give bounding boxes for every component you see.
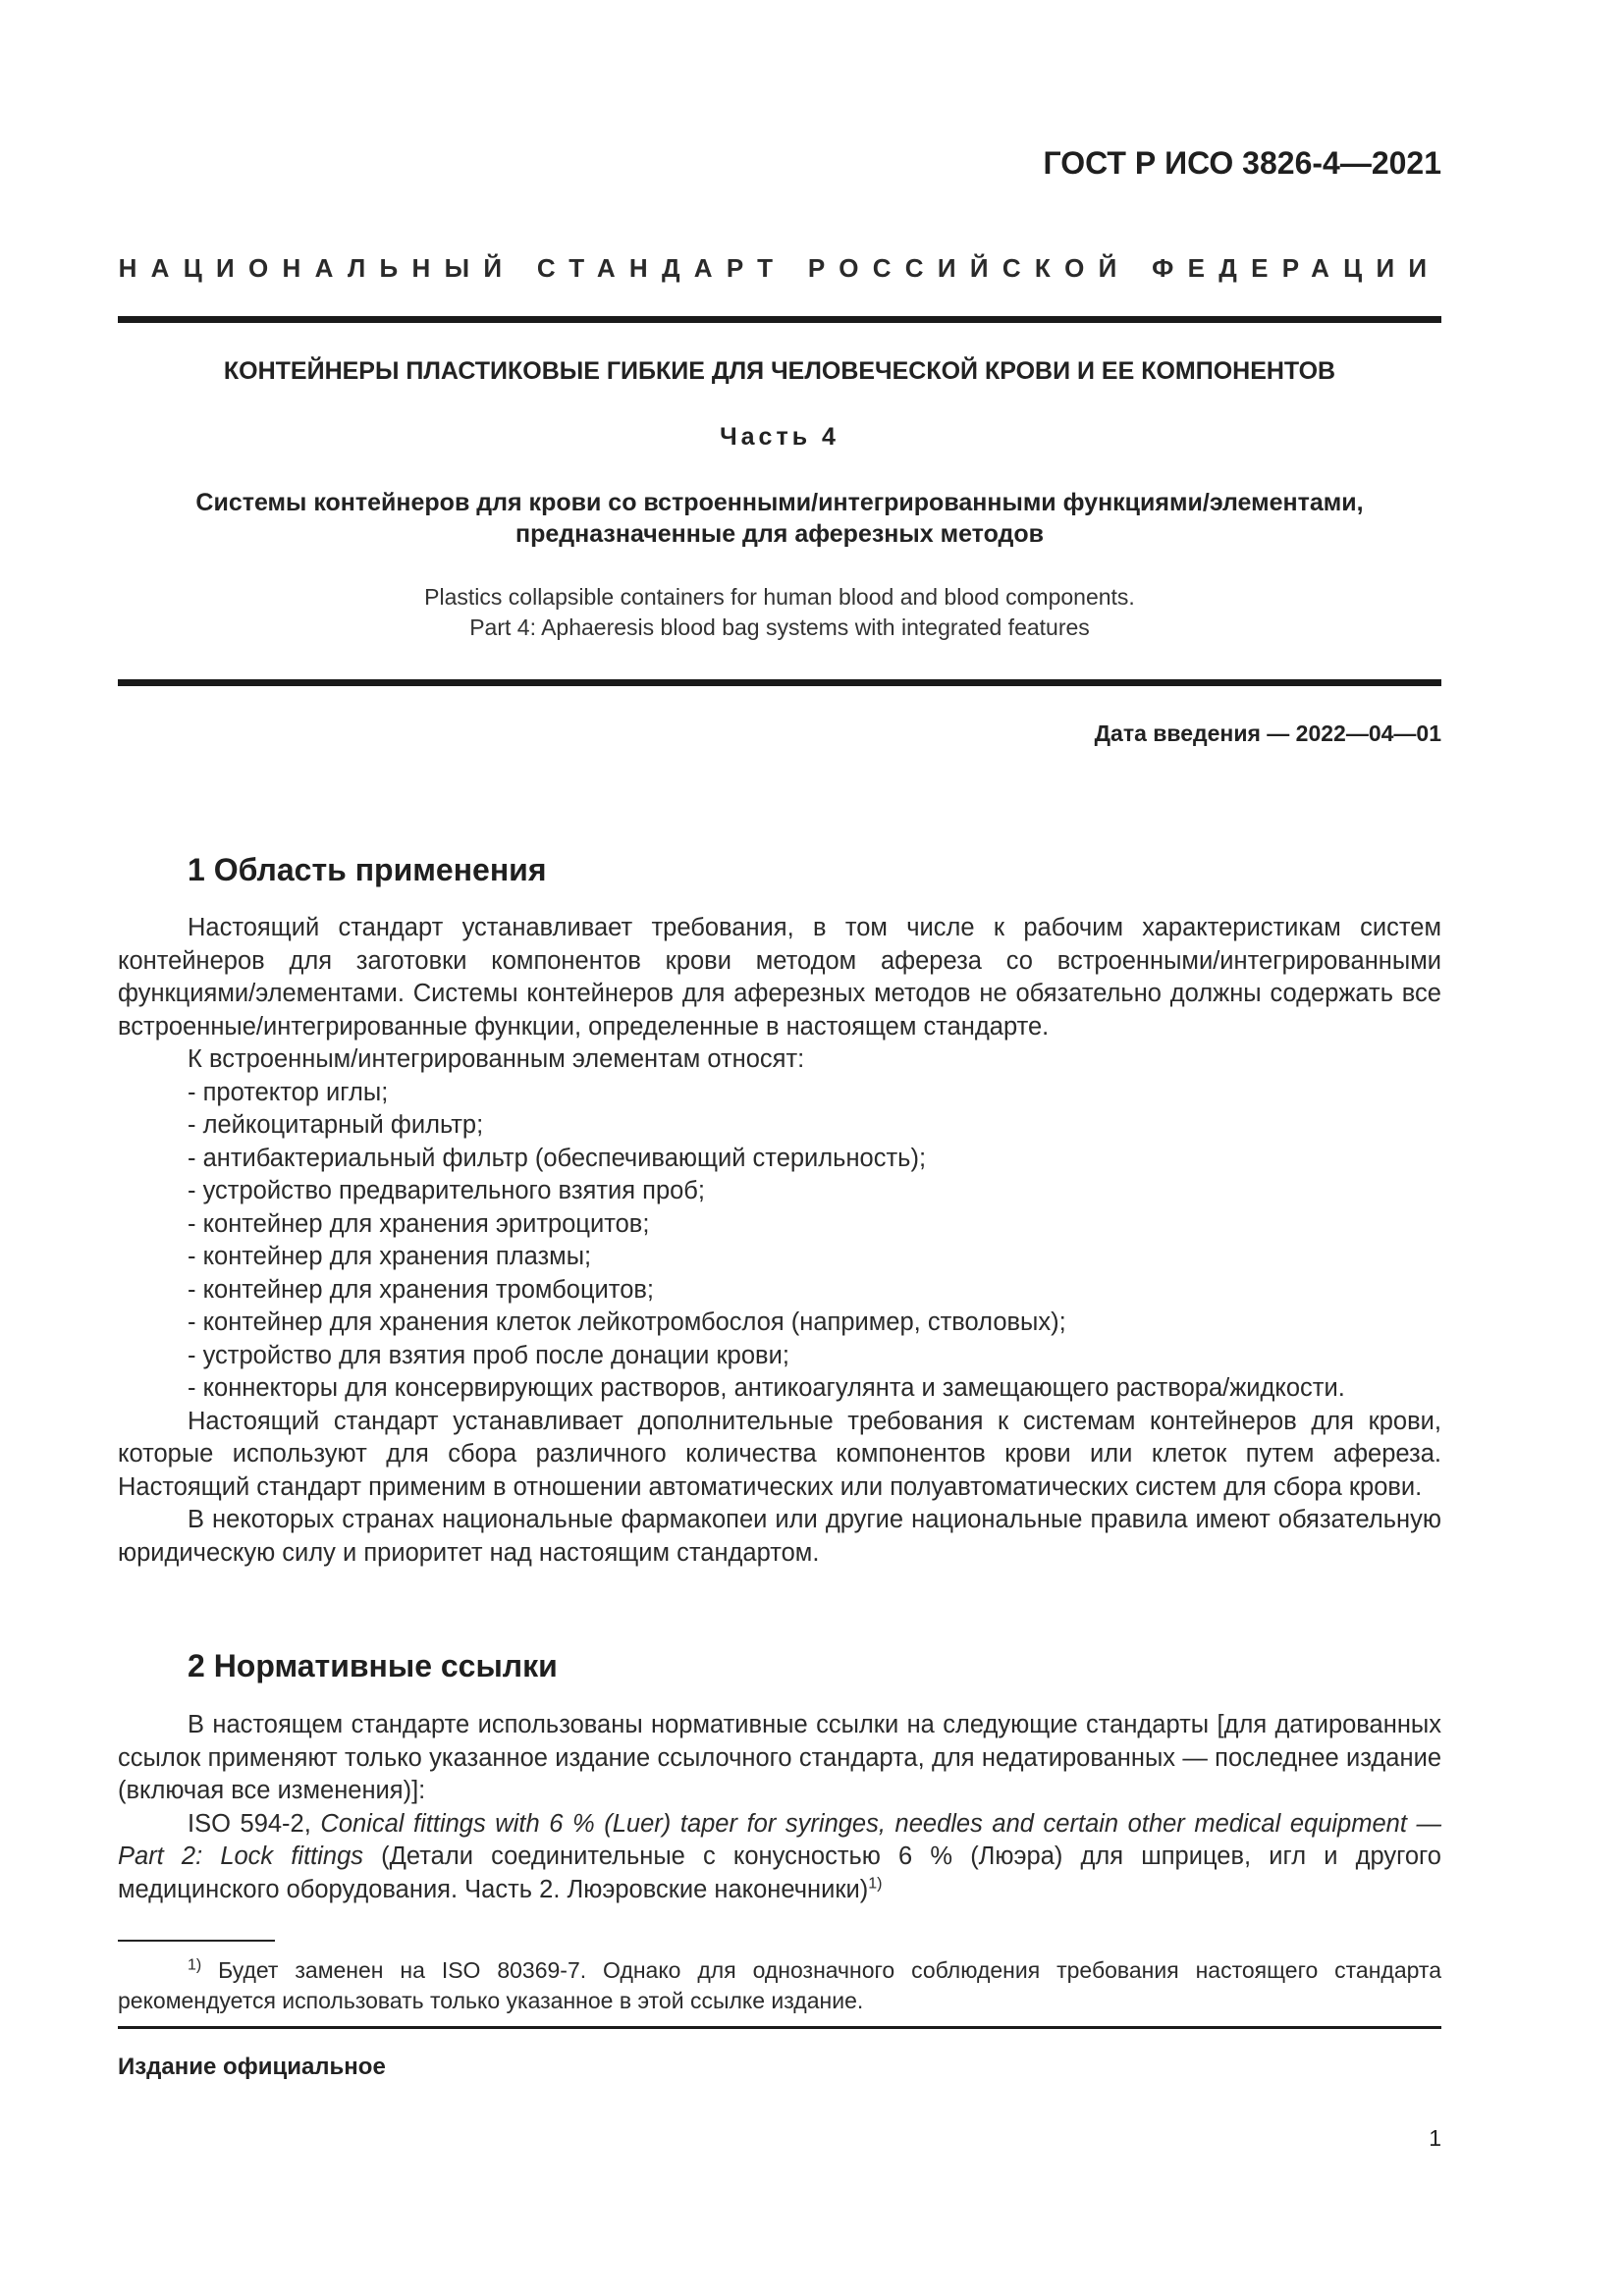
- introduction-date: Дата введения — 2022—04—01: [1094, 721, 1441, 746]
- title-bottom-rule: [118, 679, 1441, 686]
- section-1-paragraph-4: В некоторых странах национальные фармакопеи или другие национальные правила имеют обязательную юридическую силу и приоритет над настоящим стандартом.: [118, 1506, 1441, 1567]
- section-2-body: [118, 1709, 1441, 1906]
- list-item: - протектор иглы;: [188, 1078, 389, 1106]
- section-1-body: [118, 912, 1441, 1570]
- english-title-line-2: Part 4: Aphaeresis blood bag systems with integrated features: [469, 614, 1090, 640]
- normative-reference: [118, 1808, 1441, 1907]
- official-edition-label: Издание официальное: [118, 2054, 386, 2080]
- list-item: - контейнер для хранения плазмы;: [188, 1243, 592, 1270]
- footer-rule: [118, 2026, 1441, 2029]
- page-number: 1: [1429, 2125, 1441, 2151]
- subtitle-line-2: предназначенные для аферезных методов: [514, 520, 1045, 548]
- footnote-body: Будет заменен на ISO 80369-7. Однако для однозначного соблюдения требования настоящего стандарта рекомендуется использовать только указанное в этой ссылке издание.: [118, 1957, 1441, 2013]
- english-title-line-1: Plastics collapsible containers for human blood and blood components.: [424, 584, 1135, 610]
- document-page: [118, 0, 1441, 2296]
- list-item: - коннекторы для консервирующих растворов, антикоагулянта и замещающего раствора/жидкости.: [188, 1374, 1345, 1402]
- standard-id: ГОСТ Р ИСО 3826-4—2021: [1043, 145, 1441, 181]
- footnote-reference-mark[interactable]: 1): [868, 1875, 883, 1892]
- section-1-paragraph-1: Настоящий стандарт устанавливает требования, в том числе к рабочим характеристикам систем контейнеров для заготовки компонентов крови методом афереза со встроенными/интегрированными функциями/элементами. Системы контейнеров для аферезных методов не обязательно должны содержать все встроенные/интегрированные функции, определенные в настоящем стандарте.: [118, 914, 1441, 1041]
- list-item: - контейнер для хранения тромбоцитов;: [188, 1275, 655, 1304]
- reference-translation: (Детали соединительные с конусностью 6 % (Люэра) для шприцев, игл и другого медицинского оборудования. Часть 2. Люэровские наконечники): [118, 1842, 1441, 1903]
- footnote-mark: 1): [188, 1956, 202, 1974]
- reference-code: ISO 594-2,: [188, 1809, 321, 1838]
- section-1-paragraph-2: К встроенным/интегрированным элементам относят:: [188, 1045, 805, 1073]
- list-item: - антибактериальный фильтр (обеспечивающий стерильность);: [188, 1144, 927, 1172]
- section-2-heading: 2 Нормативные ссылки: [188, 1648, 558, 1683]
- footnote-separator: [118, 1940, 275, 1942]
- section-2-paragraph-1: В настоящем стандарте использованы нормативные ссылки на следующие стандарты [для датированных ссылок применяют только указанное издание ссылочного стандарта, для недатированных — последнее издание (включая все изменения)]:: [118, 1711, 1441, 1804]
- list-item: - устройство для взятия проб после донации крови;: [188, 1341, 789, 1369]
- top-rule: [118, 316, 1441, 323]
- footnote: [118, 1955, 1441, 2016]
- document-subtitle: [118, 487, 1441, 550]
- section-1-paragraph-3: Настоящий стандарт устанавливает дополнительные требования к системам контейнеров для крови, которые используют для сбора различного количества компонентов крови или клеток путем афереза. Настоящий стандарт применим в отношении автоматических или полуавтоматических систем для сбора крови.: [118, 1407, 1441, 1501]
- section-1-heading: 1 Область применения: [188, 852, 547, 887]
- reference-title: Conical fittings with 6 % (Luer) taper for syringes, needles and certain other medical equipment — Part 2: Lock fittings: [118, 1809, 1441, 1870]
- document-title: КОНТЕЙНЕРЫ ПЛАСТИКОВЫЕ ГИБКИЕ ДЛЯ ЧЕЛОВЕЧЕСКОЙ КРОВИ И ЕЕ КОМПОНЕНТОВ: [223, 357, 1336, 385]
- subtitle-line-1: Системы контейнеров для крови со встроенными/интегрированными функциями/элементами,: [195, 489, 1364, 516]
- english-title: [118, 582, 1441, 643]
- part-label: Часть 4: [720, 423, 839, 451]
- list-item: - устройство предварительного взятия проб;: [188, 1177, 705, 1204]
- list-item: - лейкоцитарный фильтр;: [188, 1111, 484, 1139]
- list-item: - контейнер для хранения клеток лейкотромбослоя (например, стволовых);: [188, 1308, 1066, 1336]
- national-standard-banner: НАЦИОНАЛЬНЫЙ СТАНДАРТ РОССИЙСКОЙ ФЕДЕРАЦИИ: [118, 253, 1441, 283]
- footnote-text: [118, 1955, 1441, 2016]
- list-item: - контейнер для хранения эритроцитов;: [188, 1209, 650, 1238]
